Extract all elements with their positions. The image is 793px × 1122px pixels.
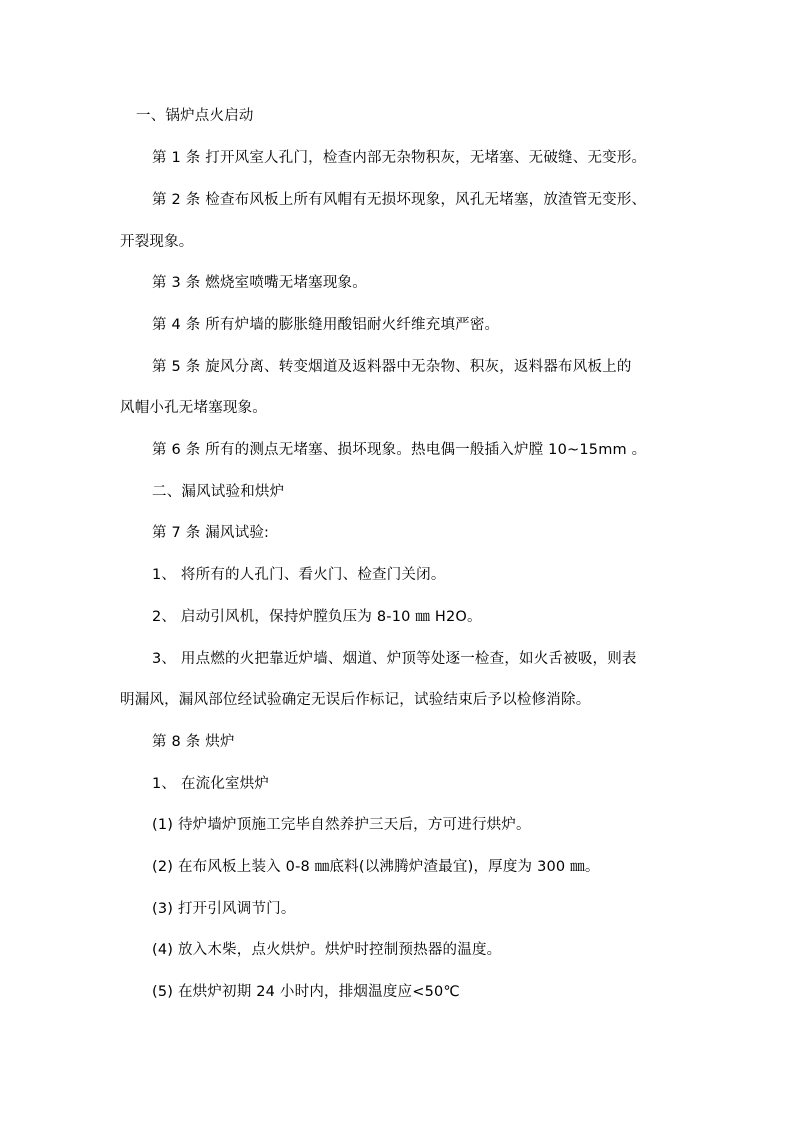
section-heading-leak-test: 二、漏风试验和烘炉 <box>152 484 285 500</box>
oven-substep-2: (2) 在布风板上装入 0-8 ㎜底料(以沸腾炉渣最宜)，厚度为 300 ㎜。 <box>152 859 600 875</box>
leak-step-3: 3、 用点燃的火把靠近炉墙、烟道、炉顶等处逐一检查，如火舌被吸，则表 <box>152 651 637 667</box>
article-4: 第 4 条 所有炉墙的膨胀缝用酸铝耐火纤维充填严密。 <box>152 317 500 333</box>
article-6: 第 6 条 所有的测点无堵塞、损坏现象。热电偶一般插入炉膛 10~15mm 。 <box>152 442 647 458</box>
article-5-continued: 风帽小孔无堵塞现象。 <box>120 400 267 416</box>
article-1: 第 1 条 打开风室人孔门，检查内部无杂物积灰，无堵塞、无破缝、无变形。 <box>152 150 647 166</box>
article-3: 第 3 条 燃烧室喷嘴无堵塞现象。 <box>152 275 367 291</box>
leak-step-1: 1、 将所有的人孔门、看火门、检查门关闭。 <box>152 567 446 583</box>
oven-substep-1: (1) 待炉墙炉顶施工完毕自然养护三天后，方可进行烘炉。 <box>152 817 531 833</box>
article-2-continued: 开裂现象。 <box>120 234 194 250</box>
section-heading-ignition: 一、锅炉点火启动 <box>136 108 254 124</box>
article-5: 第 5 条 旋风分离、转变烟道及返料器中无杂物、积灰，返料器布风板上的 <box>152 359 632 375</box>
article-8: 第 8 条 烘炉 <box>152 734 235 750</box>
oven-substep-4: (4) 放入木柴，点火烘炉。烘炉时控制预热器的温度。 <box>152 942 502 958</box>
oven-substep-3: (3) 打开引风调节门。 <box>152 901 296 917</box>
leak-step-3-continued: 明漏风，漏风部位经试验确定无误后作标记，试验结束后予以检修消除。 <box>120 692 591 708</box>
leak-step-2: 2、 启动引风机，保持炉膛负压为 8-10 ㎜ H2O。 <box>152 609 482 625</box>
article-2: 第 2 条 检查布风板上所有风帽有无损坏现象，风孔无堵塞，放渣管无变形、 <box>152 192 647 208</box>
oven-step-1: 1、 在流化室烘炉 <box>152 776 270 792</box>
oven-substep-5: (5) 在烘炉初期 24 小时内，排烟温度应<50℃ <box>152 984 460 1000</box>
article-7: 第 7 条 漏风试验: <box>152 525 270 541</box>
